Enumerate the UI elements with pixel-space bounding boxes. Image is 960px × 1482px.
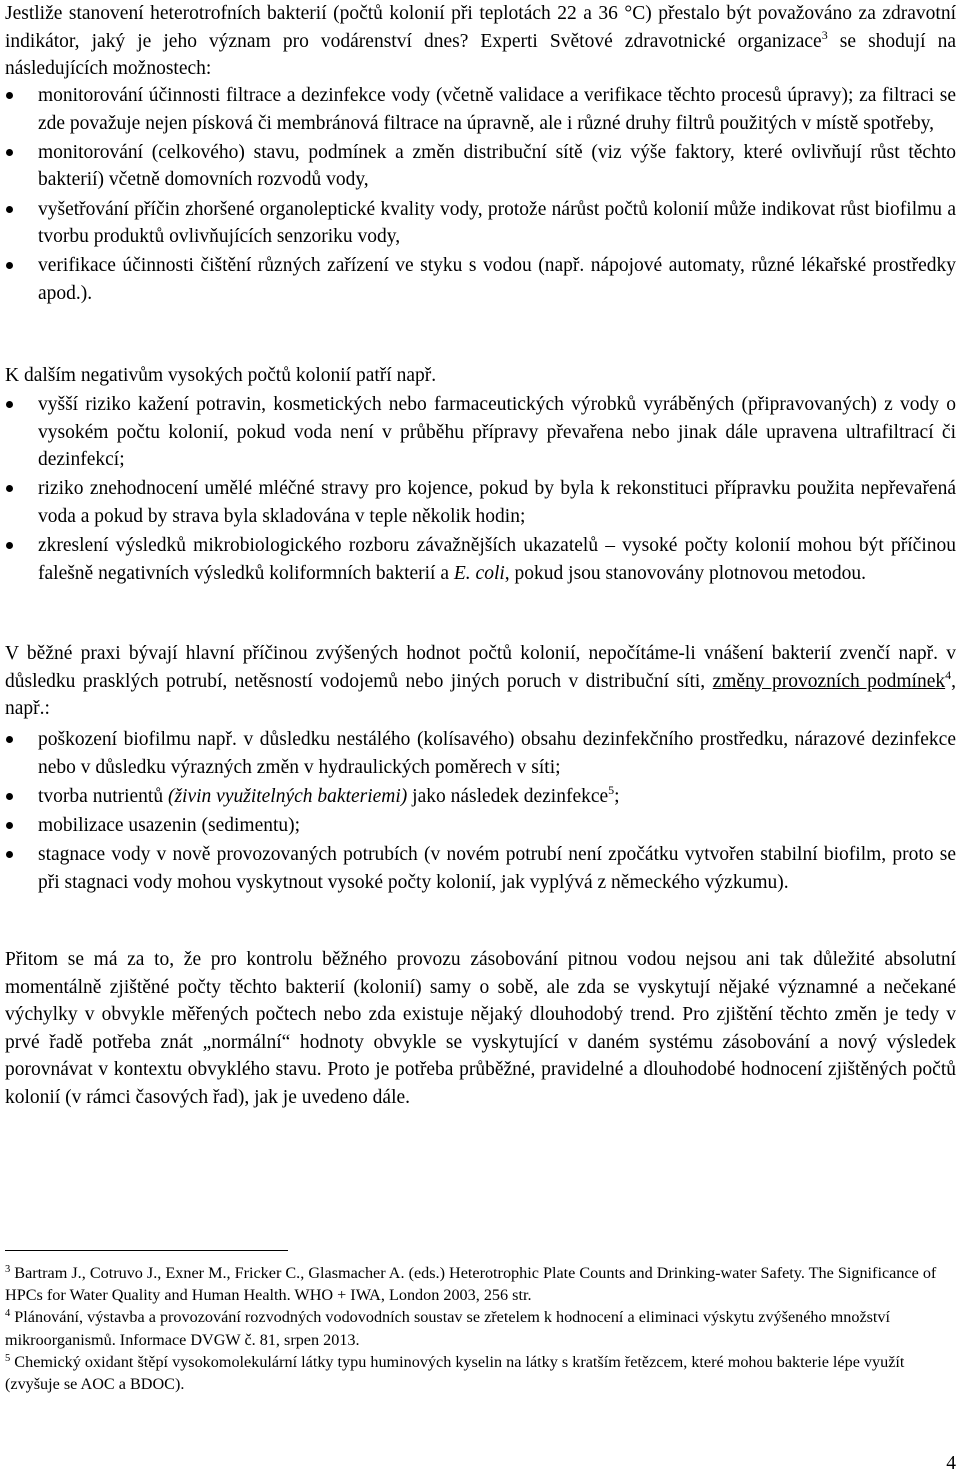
bullet-icon <box>6 822 13 829</box>
bullet-icon <box>6 206 13 213</box>
list-item-text: tvorba nutrientů <box>38 785 168 807</box>
bullet-icon <box>6 851 13 858</box>
nutrients-note: (živin využitelných bakteriemi) <box>167 785 408 807</box>
bullet-icon <box>6 736 13 743</box>
practice-paragraph <box>5 640 956 723</box>
list-item-text: vyšetřování příčin zhoršené organoleptické kvality vody, protože nárůst počtů kolonií může indikovat růst biofilmu a tvorbu produktů ovlivňujících senzoriku vody, <box>38 198 956 248</box>
footnote-text: Bartram J., Cotruvo J., Exner M., Fricker C., Glasmacher A. (eds.) Heterotrophic Plate Counts and Drinking-water Safety. The Significance of HPCs for Water Quality and Human Health. WHO + IWA, London 2003, 256 str. <box>5 1264 937 1305</box>
species-name: E. coli <box>453 562 505 584</box>
list-item <box>0 391 956 474</box>
list-item-text: monitorování (celkového) stavu, podmínek a změn distribuční sítě (viz výše faktory, které ovlivňují růst těchto bakterií) včetně domovních rozvodů vody, <box>38 141 956 191</box>
list-item-text: zkreslení výsledků mikrobiologického rozboru závažnějších ukazatelů – vysoké počty kolonií mohou být příčinou falešně negativních výsledků koliformních bakterií a <box>38 535 956 584</box>
footnote-ref-3[interactable]: 3 <box>821 27 828 42</box>
causes-list <box>0 726 956 898</box>
intro-paragraph <box>5 0 956 83</box>
footnote-number: 3 <box>5 1264 11 1275</box>
page-number: 4 <box>946 1453 956 1474</box>
footnote-4 <box>5 1306 956 1350</box>
footnote-number: 4 <box>5 1308 11 1320</box>
intro-text: Jestliže stanovení heterotrofních bakterií (počtů kolonií při teplotách 22 a 36 °C) přestalo být považováno za zdravotní indikátor, jaký je jeho význam pro vodárenství dnes? Experti Světové zdravotnické organizace <box>5 3 956 52</box>
list-item-text: stagnace vody v nově provozovaných potrubích (v novém potrubí není zpočátku vytvořen stabilní biofilm, proto se při stagnaci vody mohou vyskytnout vysoké počty kolonií, jak vyplývá z německého výzkumu). <box>38 844 956 893</box>
practice-text-end: , např.: <box>5 670 956 720</box>
list-item-text: mobilizace usazenin (sedimentu); <box>38 814 301 836</box>
bullet-icon <box>6 92 13 99</box>
list-item <box>0 252 956 307</box>
footnote-5 <box>5 1351 956 1395</box>
list-item-text-middle: jako následek dezinfekce <box>407 785 609 807</box>
footnote-separator <box>5 1250 288 1251</box>
list-item <box>0 532 956 587</box>
list-item <box>0 783 956 811</box>
list-item <box>0 139 956 194</box>
list-item <box>0 82 956 137</box>
list-item <box>0 812 956 840</box>
list-item-text-end: , pokud jsou stanovovány plotnovou metodou. <box>504 562 867 584</box>
footnote-text: Plánování, výstavba a provozování rozvodných vodovodních soustav se zřetelem k hodnocení a eliminaci výskytu zvýšeného množství mikroorganismů. Informace DVGW č. 81, srpen 2013. <box>5 1308 891 1349</box>
intro-text-end: se shodují na následujících možnostech: <box>5 30 956 80</box>
footnote-3 <box>5 1262 956 1306</box>
practice-text: V běžné praxi bývají hlavní příčinou zvýšených hodnot počtů kolonií, nepočítáme-li vnášení bakterií zvenčí např. v důsledku prasklých potrubí, netěsností vodojemů nebo jiných poruch v distribuční síti, <box>5 643 956 692</box>
footnotes <box>5 1262 956 1395</box>
list-item <box>0 196 956 251</box>
negatives-list <box>0 391 956 589</box>
bullet-icon <box>6 401 13 408</box>
bullet-icon <box>6 149 13 156</box>
list-item <box>0 726 956 781</box>
list-item-text: riziko znehodnocení umělé mléčné stravy pro kojence, pokud by byla k rekonstituci přípravku použita nepřevařená voda a pokud by strava byla skladována v teple několik hodin; <box>38 478 956 527</box>
footnote-number: 5 <box>5 1352 11 1364</box>
list-item-text-end: ; <box>614 785 620 807</box>
who-possibilities-list <box>0 82 956 309</box>
list-item <box>0 841 956 896</box>
list-item <box>0 475 956 530</box>
list-item-text: monitorování účinnosti filtrace a dezinfekce vody (včetně validace a verifikace těchto procesů úpravy); za filtraci se zde považuje nejen písková či membránová filtrace na úpravně, ale i různé druhy filtrů použitých v místě spotřeby, <box>38 85 956 134</box>
list-item-text: poškození biofilmu např. v důsledku nestálého (kolísavého) obsahu dezinfekčního prostředku, nárazové dezinfekce nebo v důsledku výrazných změn v hydraulických poměrech v síti; <box>38 729 956 778</box>
conclusion-paragraph: Přitom se má za to, že pro kontrolu běžného provozu zásobování pitnou vodou nejsou ani tak důležité absolutní momentálně zjištěné počty těchto bakterií (kolonií) samy o sobě, ale zda se vyskytují nějaké významné a nečekané výchylky v obvykle měřených počtech nebo zda existuje nějaký dlouhodobý trend. Pro zjištění těchto změn je tedy v prvé řadě potřeba znát „normální“ hodnoty obvykle se vyskytující v daném systému zásobování a nový výsledek porovnávat v kontextu obvyklého stavu. Proto je potřeba průběžné, pravidelné a dlouhodobé hodnocení zjištěných počtů kolonií (v rámci časových řad), jak je uvedeno dále. <box>5 949 956 1108</box>
bullet-icon <box>6 542 13 549</box>
footnote-ref-4[interactable]: 4 <box>945 667 952 682</box>
negatives-heading: K dalším negativům vysokých počtů kolonií patří např. <box>5 365 437 386</box>
bullet-icon <box>6 485 13 492</box>
bullet-icon <box>6 793 13 800</box>
footnote-text: Chemický oxidant štěpí vysokomolekulární látky typu huminových kyselin na látky s kratším řetězcem, které mohou bakterie lépe využít (zvyšuje se AOC a BDOC). <box>5 1352 905 1394</box>
list-item-text: verifikace účinnosti čištění různých zařízení ve styku s vodou (např. nápojové automaty, různé lékařské prostředky apod.). <box>38 255 956 304</box>
list-item-text: vyšší riziko kažení potravin, kosmetických nebo farmaceutických výrobků vyráběných (připravovaných) z vody o vysokém počtu kolonií, pokud voda není v průběhu přípravy převařena nebo jinak dále upravena ultrafiltrací či dezinfekcí; <box>38 394 956 471</box>
bullet-icon <box>6 262 13 269</box>
footnote-ref-5[interactable]: 5 <box>608 782 615 797</box>
operating-conditions-phrase: změny provozních podmínek <box>712 670 946 692</box>
